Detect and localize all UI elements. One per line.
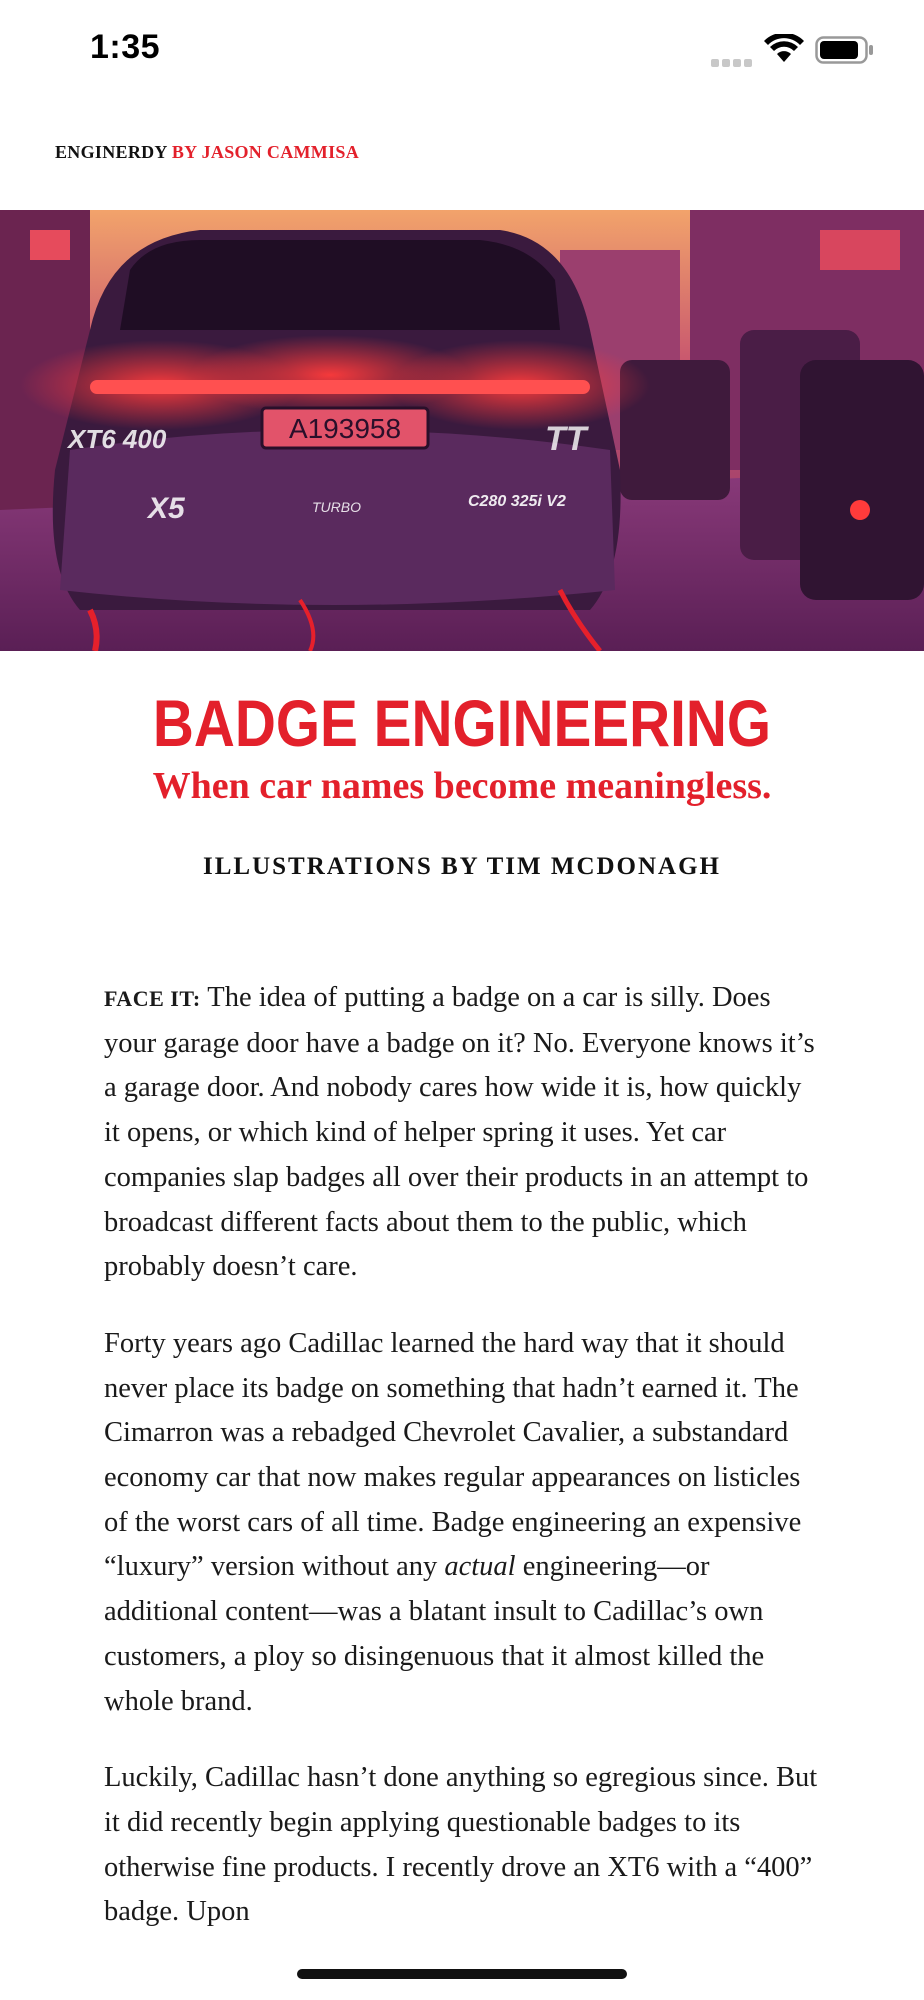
- emphasis-text: actual: [444, 1551, 516, 1583]
- paragraph-text: Forty years ago Cadillac learned the hard way that it should never place its badge on something that hadn’t earned it. The Cimarron was a rebadged Chevrolet Cavalier, a substandard economy car that now makes regular appearances on listicles of the worst cars of all time. Badge engineering an expensive “luxury” version without any: [104, 1327, 802, 1583]
- wifi-icon: [764, 34, 804, 64]
- status-time: 1:35: [90, 28, 161, 66]
- article-paragraph: [104, 976, 824, 1290]
- article-body: [104, 976, 824, 1967]
- paragraph-text: Luckily, Cadillac hasn’t done anything so egregious since. But it did recently begin applying questionable badges to its otherwise fine products. I recently drove an XT6 with a “400” badge. Upon: [104, 1762, 818, 1928]
- author-byline[interactable]: BY JASON CAMMISA: [171, 142, 359, 162]
- hero-badge: X5: [148, 492, 185, 525]
- status-bar: [0, 0, 924, 100]
- hero-car-illustration: [0, 210, 924, 651]
- battery-icon: [815, 36, 875, 64]
- article-paragraph: [104, 1322, 824, 1724]
- section-kicker: [55, 142, 359, 163]
- home-indicator[interactable]: [297, 1969, 627, 1979]
- article-subhead: When car names become meaningless.: [152, 765, 772, 807]
- article-headline: BADGE ENGINEERING: [152, 686, 772, 760]
- license-plate-text: A193958: [288, 413, 402, 444]
- hero-badge: TURBO: [312, 499, 361, 515]
- hero-badge: TT: [545, 420, 587, 458]
- hero-badge: C280 325i V2: [468, 493, 566, 510]
- illustration-credit: ILLUSTRATIONS BY TIM MCDONAGH: [202, 853, 722, 880]
- lead-in: FACE IT:: [104, 986, 201, 1011]
- paragraph-text: engineering—or additional content—was a blatant insult to Cadillac’s own customers, a ploy so disingenuous that it almost killed the whole brand.: [104, 1551, 765, 1717]
- section-name: ENGINERDY: [55, 142, 168, 162]
- paragraph-text: The idea of putting a badge on a car is silly. Does your garage door have a badge on it? No. Everyone knows it’s a garage door. And nobody cares how wide it is, how quickly it opens, or which kind of helper spring it uses. Yet car companies slap badges all over their products in an attempt to broadcast different facts about them to the public, which probably doesn’t care.: [104, 982, 815, 1283]
- hero-illustration: [0, 210, 924, 651]
- cellular-signal-icon: [711, 54, 755, 64]
- article-paragraph: [104, 1756, 824, 1935]
- hero-badge: XT6 400: [68, 424, 167, 454]
